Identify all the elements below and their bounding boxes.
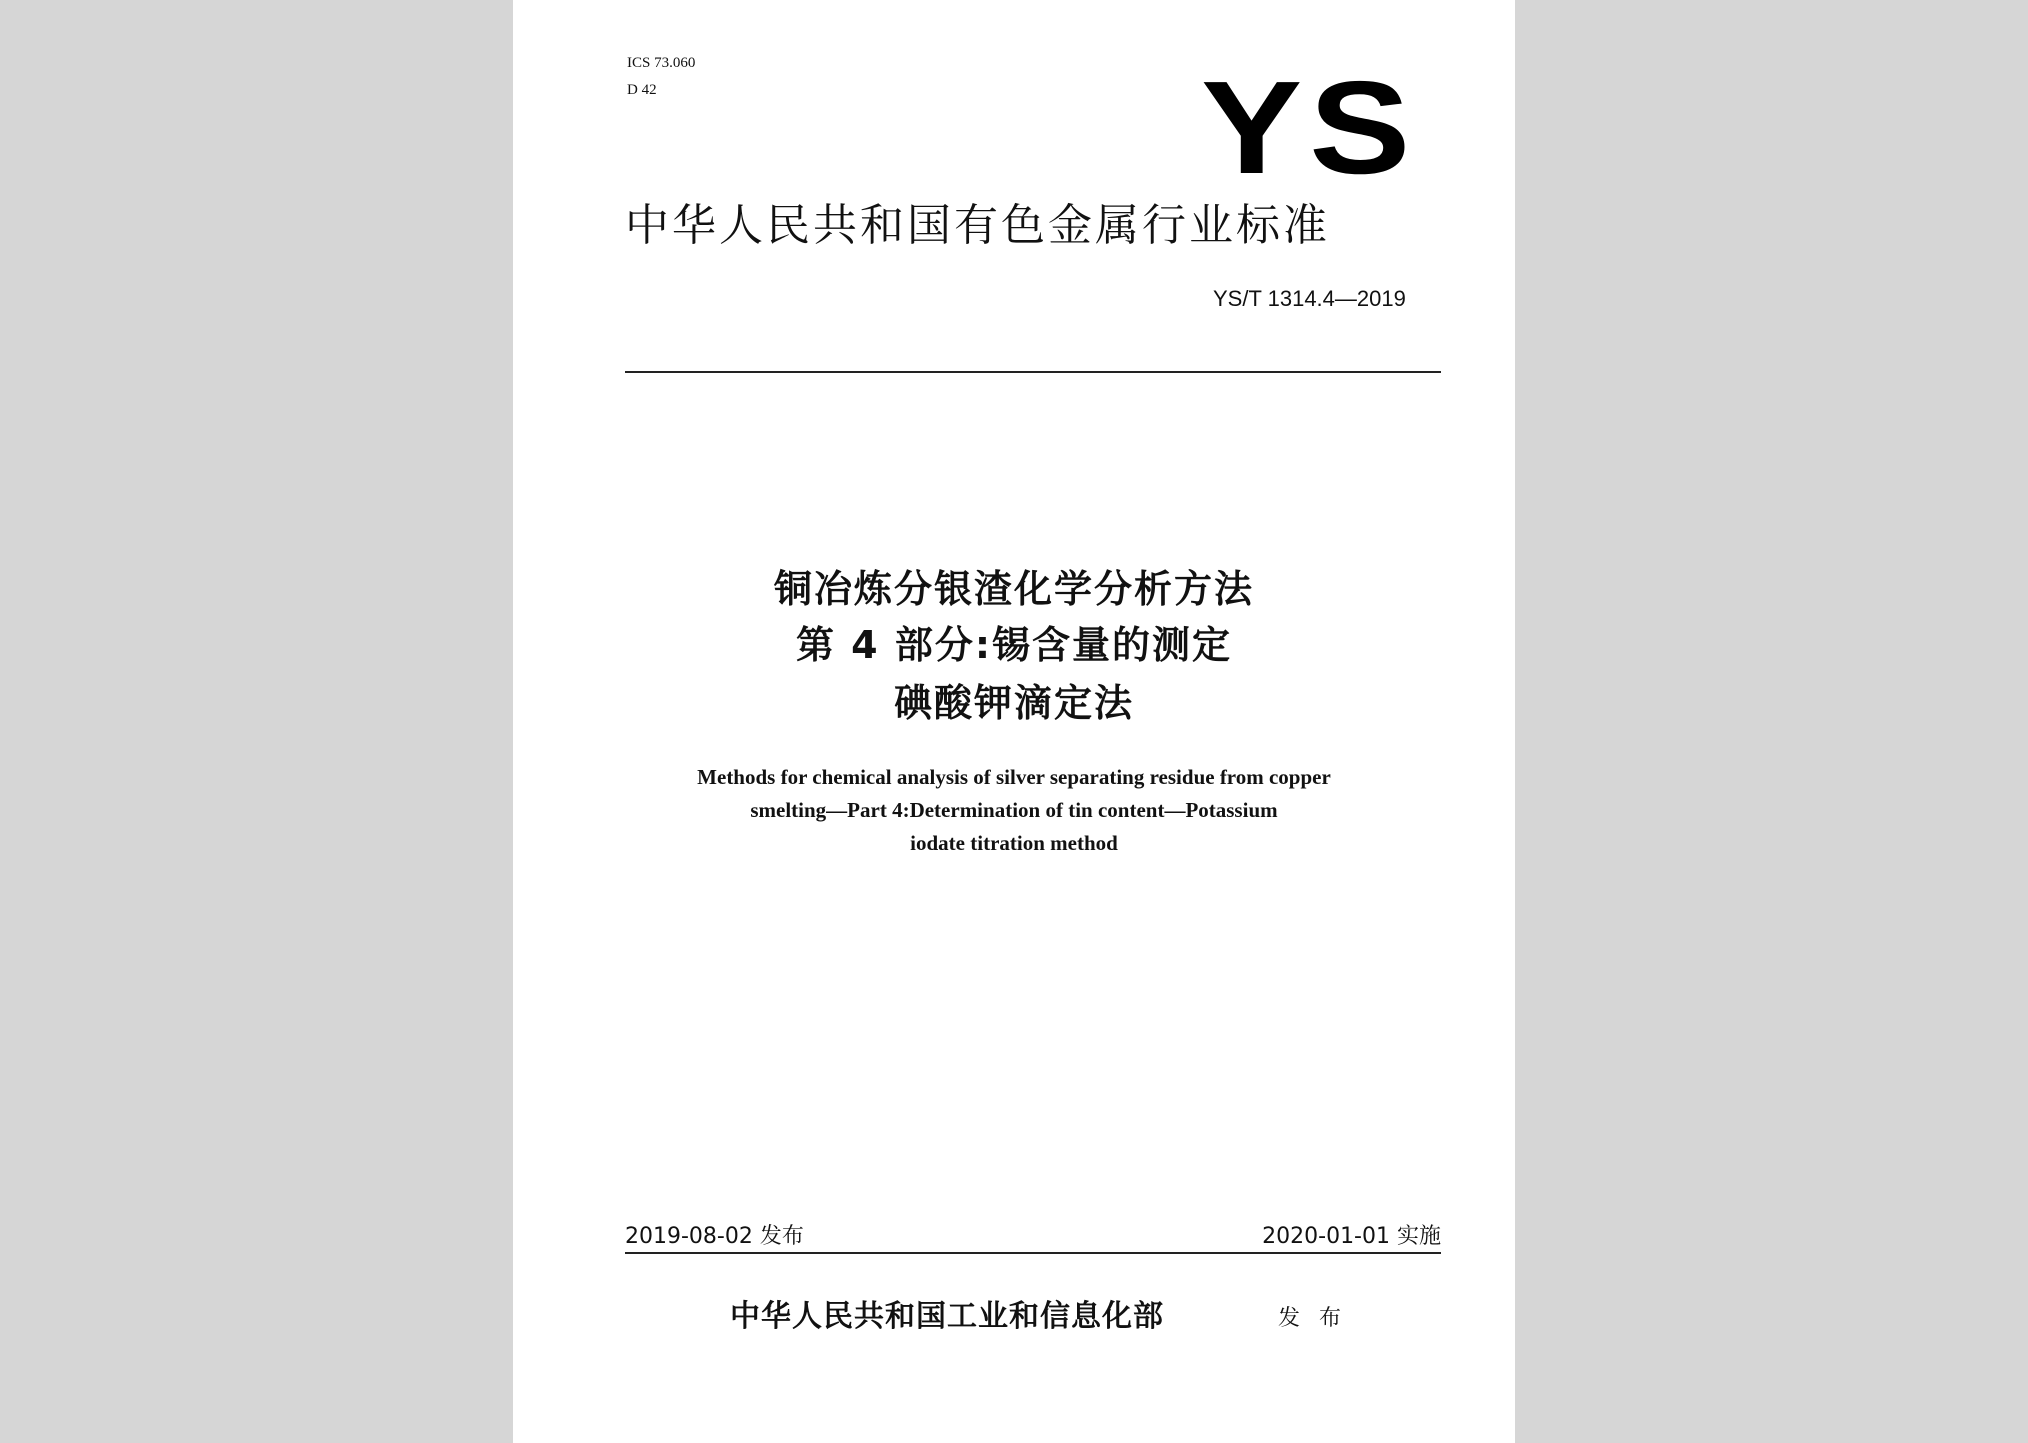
ccs-code: D 42 xyxy=(627,82,657,98)
standard-cover-page xyxy=(513,0,1515,1443)
title-cn-line-3: 碘酸钾滴定法 xyxy=(893,681,1134,725)
title-en-line-3: iodate titration method xyxy=(910,831,1118,855)
ys-logo: YS xyxy=(1201,54,1418,201)
title-en-line-1: Methods for chemical analysis of silver separating residue from copper xyxy=(697,765,1331,789)
publisher-name: 中华人民共和国工业和信息化部 xyxy=(730,1299,1164,1334)
issue-date: 2019-08-02 发布 xyxy=(625,1224,804,1249)
title-cn-line-1: 铜冶炼分银渣化学分析方法 xyxy=(773,567,1254,611)
header-divider xyxy=(625,371,1441,373)
publisher-label: 发 布 xyxy=(1278,1306,1347,1331)
ics-code: ICS 73.060 xyxy=(627,55,696,71)
title-en-line-2: smelting—Part 4:Determination of tin content—Potassium xyxy=(750,798,1278,822)
footer-divider xyxy=(625,1252,1441,1254)
standard-number: YS/T 1314.4—2019 xyxy=(1213,286,1406,311)
standard-category: 中华人民共和国有色金属行业标准 xyxy=(625,200,1330,251)
title-cn-line-2: 第 4 部分:锡含量的测定 xyxy=(795,623,1233,667)
implementation-date: 2020-01-01 实施 xyxy=(1262,1224,1441,1249)
